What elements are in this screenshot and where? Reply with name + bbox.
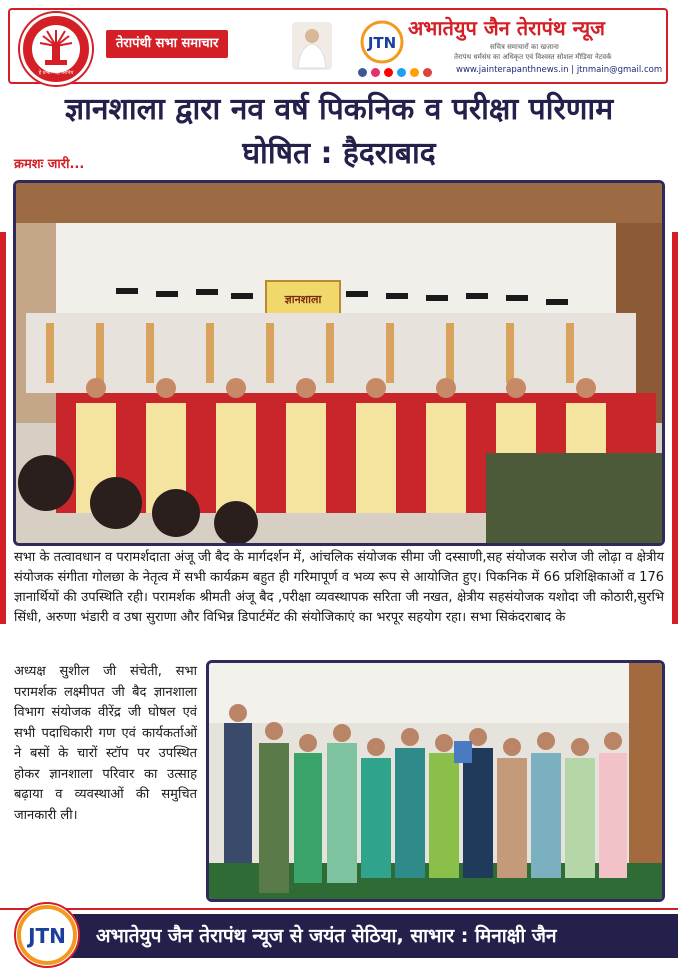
contact-separator: |: [568, 65, 577, 75]
section-tag: तेरापंथी सभा समाचार: [106, 30, 228, 58]
brand-title: अभातेयुप जैन तेरापंथ न्यूज: [408, 16, 605, 40]
twitter-icon[interactable]: [397, 68, 406, 77]
group-photo-graduation: [13, 180, 665, 546]
article-paragraph-2: अध्यक्ष सुशील जी संचेती, सभा परामर्शक लक्ष्मीपत जी बैद ज्ञानशाला विभाग संयोजक वीरेंद्र जी घोषल एवं सभी पदाधिकारी गण एवं कार्यकर्ताओं ने बसों के चारों स्टॉप पर उपस्थित होकर ज्ञानशाला परिवार का उत्साह बढ़ाया व व्यवस्थाओं की समुचित जानकारी ली।: [14, 664, 197, 823]
headline: [0, 88, 678, 176]
jtn-logo-text: JTN: [367, 34, 397, 52]
social-icons: [358, 68, 432, 77]
facebook-icon[interactable]: [358, 68, 367, 77]
emblem-ring-text: हे प्रभो! यह तेरापंथ: [38, 70, 74, 76]
google-plus-icon[interactable]: [423, 68, 432, 77]
banner-sign: ज्ञानशाला: [284, 293, 322, 306]
website-link[interactable]: www.jainterapanthnews.in: [456, 65, 569, 75]
instagram-icon[interactable]: [371, 68, 380, 77]
youtube-icon[interactable]: [384, 68, 393, 77]
brand-tagline: सचित्र समाचारों का खजाना: [490, 43, 559, 51]
headline-line-1: ज्ञानशाला द्वारा नव वर्ष पिकनिक व परीक्षा परिणाम: [64, 92, 614, 127]
telegram-icon[interactable]: [410, 68, 419, 77]
masthead: [8, 8, 668, 84]
jtn-logo: [360, 20, 404, 64]
email-link[interactable]: jtnmain@gmail.com: [576, 65, 663, 75]
headline-line-2: घोषित : हैदराबाद: [242, 136, 436, 171]
terapanth-emblem-logo: [20, 13, 92, 85]
footer-credit: अभातेयुप जैन तेरापंथ न्यूज से जयंत सेठिया, साभार : मिनाक्षी जैन: [96, 925, 557, 947]
footer-logo-text: JTN: [28, 924, 66, 948]
group-photo-picnic: [206, 660, 665, 902]
continued-label: क्रमशः जारी...: [14, 157, 85, 172]
left-accent-bar: [0, 232, 6, 624]
right-accent-bar: [672, 232, 678, 624]
footer-jtn-logo: [14, 902, 80, 968]
article-paragraph-1: सभा के तत्वावधान व परामर्शदाता अंजू जी बैद के मार्गदर्शन में, आंचलिक संयोजक सीमा जी दस्साणी,सह संयोजक सरोज जी लोढ़ा व क्षेत्रीय संयोजक संगीता गोलछा के नेतृत्व में सभी कार्यक्रम बहुत ही गरिमापूर्ण व भव्य रूप से आयोजित हुए। पिकनिक में 66 प्रशिक्षिकाओं व 176 ज्ञानार्थियों की उपस्थिति रही। परामर्शक श्रीमती अंजू बैद ,परीक्षा व्यवस्थापक सरिता जी नखत, क्षेत्रीय सहसंयोजक यशोदा जी कोठारी,सुरभि सिंधी, अरुणा भंडारी व उषा सुराणा और विभिन्न डिपार्टमेंट की संयोजिकाएं का भरपूर सहयोग रहा। सभा सिकंदराबाद के: [14, 550, 664, 625]
brand-description: तेरापंथ धर्मसंघ का अधिकृत एवं विश्वस्त सोशल मीडिया नेटवर्क: [454, 53, 612, 61]
acharya-portrait: [292, 22, 332, 70]
brand-contact: [456, 65, 662, 75]
